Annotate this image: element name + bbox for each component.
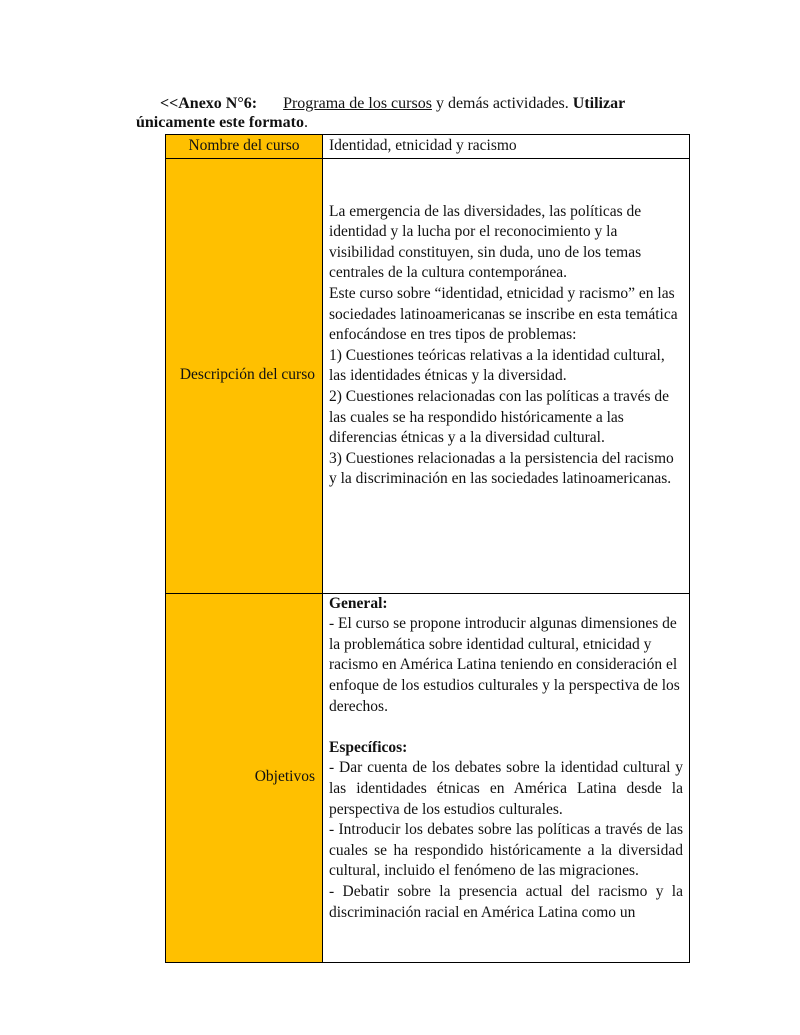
description-item: 2) Cuestiones relacionadas con las políticas a través de las cuales se ha respondido históricamente a las diferencias étnicas y a la diversidad cultural. xyxy=(329,387,670,447)
course-name-label: Nombre del curso xyxy=(166,135,323,159)
description-item: 3) Cuestiones relacionadas a la persistencia del racismo y la discriminación en las sociedades latinoamericanas. xyxy=(329,449,674,488)
annex-instruction-1: Utilizar xyxy=(572,95,626,112)
objectives-row xyxy=(166,593,690,962)
annex-heading xyxy=(136,94,696,132)
objectives-cell xyxy=(323,593,690,962)
course-description-label: Descripción del curso xyxy=(166,158,323,593)
description-paragraph: La emergencia de las diversidades, las políticas de identidad y la lucha por el reconocimiento y la visibilidad constituyen, sin duda, uno de los temas centrales de la cultura contemporánea. xyxy=(329,202,642,282)
annex-period: . xyxy=(303,114,308,131)
course-description-cell xyxy=(323,158,690,593)
annex-number: <<Anexo N°6: xyxy=(160,95,258,112)
objectives-label: Objetivos xyxy=(166,593,323,962)
specific-objective-item: - Debatir sobre la presencia actual del racismo y la discriminación racial en América Latina como un xyxy=(329,882,683,921)
course-program-table xyxy=(165,134,690,963)
annex-heading-text: y demás actividades. xyxy=(431,95,573,112)
specific-objective-item: - Introducir los debates sobre las políticas a través de las cuales se ha respondido históricamente a la diversidad cultural, incluido el fenómeno de las migraciones. xyxy=(329,821,683,880)
specific-objective-item: - Dar cuenta de los debates sobre la identidad cultural y las identidades étnicas en América Latina desde la perspectiva de los estudios culturales. xyxy=(329,759,683,818)
description-item: 1) Cuestiones teóricas relativas a la identidad cultural, las identidades étnicas y la diversidad. xyxy=(329,346,665,385)
annex-instruction-2: únicamente este formato xyxy=(136,114,304,131)
general-objective-text: - El curso se propone introducir algunas dimensiones de la problemática sobre identidad cultural, etnicidad y racismo en América Latina teniendo en consideración el enfoque de los estudios culturales y la perspectiva de los derechos. xyxy=(329,615,680,715)
course-name-row xyxy=(166,135,690,159)
description-paragraph: Este curso sobre “identidad, etnicidad y racismo” en las sociedades latinoamericanas se inscribe en esta temática enfocándose en tres tipos de problemas: xyxy=(329,284,678,344)
general-objective-title: General: xyxy=(329,594,388,612)
annex-program-link-text: Programa de los cursos xyxy=(283,95,432,112)
course-description-row xyxy=(166,158,690,593)
specific-objectives-title: Específicos: xyxy=(329,738,408,756)
course-name-value: Identidad, etnicidad y racismo xyxy=(323,135,690,159)
